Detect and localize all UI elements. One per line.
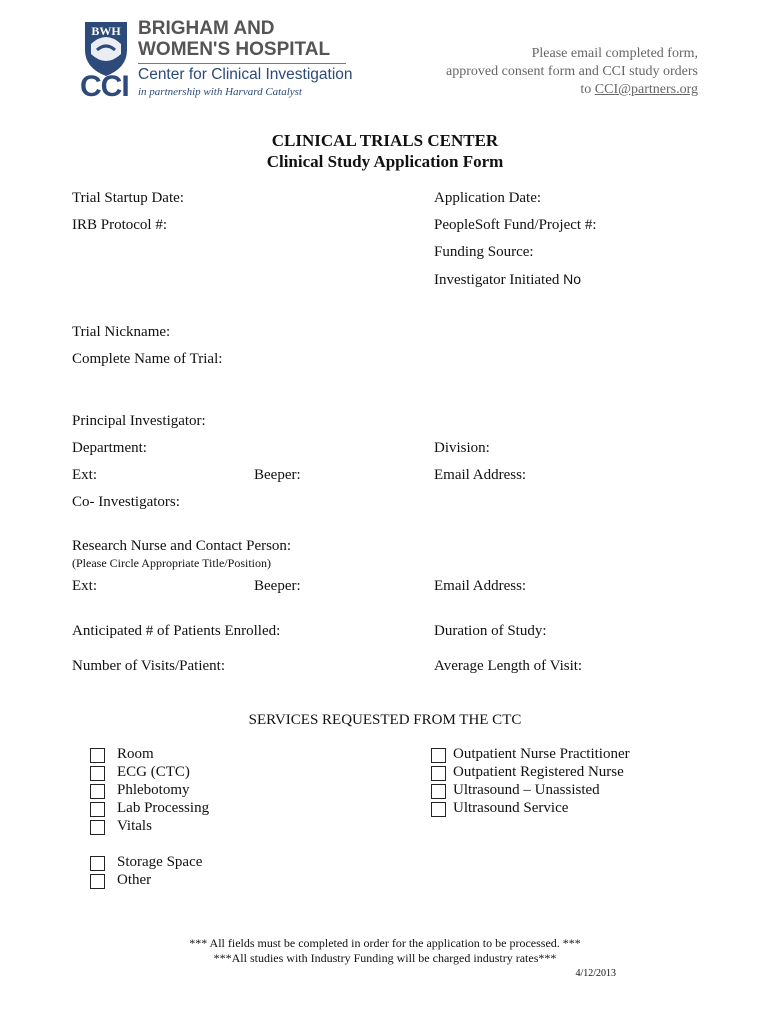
service-phlebotomy-label: Phlebotomy [117, 782, 190, 798]
cci-initials: CCI [80, 70, 129, 103]
ext2-label: Ext: [72, 578, 97, 594]
checkbox-ultrasound-service[interactable] [431, 802, 446, 817]
email-note-line1: Please email completed form, [531, 46, 698, 61]
logo-divider [138, 63, 346, 64]
partnership-text: in partnership with Harvard Catalyst [138, 86, 302, 98]
anticipated-patients-label: Anticipated # of Patients Enrolled: [72, 623, 281, 639]
trial-startup-date-label: Trial Startup Date: [72, 190, 184, 206]
research-nurse-label: Research Nurse and Contact Person: [72, 538, 292, 554]
email-link[interactable]: CCI@partners.org [594, 82, 698, 97]
hospital-name [138, 18, 330, 60]
email-address-label: Email Address: [434, 467, 527, 483]
complete-name-label: Complete Name of Trial: [72, 351, 223, 367]
email-note-line2: approved consent form and CCI study orders [446, 64, 698, 79]
investigator-initiated-text: Investigator Initiated [434, 272, 560, 288]
trial-nickname-label: Trial Nickname: [72, 324, 171, 340]
duration-label: Duration of Study: [434, 623, 547, 639]
hospital-line2: WOMEN'S HOSPITAL [138, 39, 331, 60]
visits-per-patient-label: Number of Visits/Patient: [72, 658, 225, 674]
checkbox-ultrasound-unassisted[interactable] [431, 784, 446, 799]
email-address2-label: Email Address: [434, 578, 527, 594]
service-other-label: Other [117, 872, 152, 888]
division-label: Division: [434, 440, 490, 456]
avg-visit-length-label: Average Length of Visit: [434, 658, 583, 674]
form-title: CLINICAL TRIALS CENTER [271, 131, 499, 150]
service-room-label: Room [117, 746, 154, 762]
department-label: Department: [72, 440, 147, 456]
service-ultrasound-service-label: Ultrasound Service [453, 800, 569, 816]
service-outpatient-rn-label: Outpatient Registered Nurse [453, 764, 624, 780]
checkbox-ecg[interactable] [90, 766, 105, 781]
shield-text: BWH [91, 24, 121, 38]
service-outpatient-np-label: Outpatient Nurse Practitioner [453, 746, 630, 762]
center-name: Center for Clinical Investigation [138, 66, 353, 83]
funding-source-label: Funding Source: [434, 244, 534, 260]
investigator-initiated-label [434, 271, 581, 289]
form-date: 4/12/2013 [575, 968, 616, 979]
email-note-prefix: to [580, 82, 595, 97]
checkbox-storage-space[interactable] [90, 856, 105, 871]
service-lab-processing-label: Lab Processing [117, 800, 210, 816]
service-ultrasound-unassisted-label: Ultrasound – Unassisted [453, 782, 600, 798]
checkbox-phlebotomy[interactable] [90, 784, 105, 799]
irb-protocol-label: IRB Protocol #: [72, 217, 168, 233]
service-ecg-label: ECG (CTC) [117, 764, 190, 780]
email-instructions [446, 45, 698, 99]
service-vitals-label: Vitals [117, 818, 152, 834]
circle-title-note: (Please Circle Appropriate Title/Position) [72, 556, 271, 570]
beeper-label: Beeper: [254, 467, 301, 483]
checkbox-lab-processing[interactable] [90, 802, 105, 817]
principal-investigator-label: Principal Investigator: [72, 413, 206, 429]
investigator-initiated-value[interactable]: No [563, 271, 582, 287]
co-investigators-label: Co- Investigators: [72, 494, 180, 510]
checkbox-outpatient-np[interactable] [431, 748, 446, 763]
email-note-line3 [446, 81, 698, 99]
application-date-label: Application Date: [434, 190, 542, 206]
checkbox-room[interactable] [90, 748, 105, 763]
beeper2-label: Beeper: [254, 578, 301, 594]
services-heading: SERVICES REQUESTED FROM THE CTC [248, 712, 522, 728]
ext-label: Ext: [72, 467, 97, 483]
service-storage-space-label: Storage Space [117, 854, 203, 870]
checkbox-outpatient-rn[interactable] [431, 766, 446, 781]
footer-note-industry: ***All studies with Industry Funding will be charged industry rates*** [213, 951, 557, 965]
hospital-line1: BRIGHAM AND [138, 18, 275, 39]
checkbox-vitals[interactable] [90, 820, 105, 835]
form-subtitle: Clinical Study Application Form [266, 152, 504, 171]
peoplesoft-label: PeopleSoft Fund/Project #: [434, 217, 597, 233]
checkbox-other[interactable] [90, 874, 105, 889]
footer-note-required: *** All fields must be completed in order for the application to be processed. *** [189, 936, 581, 950]
